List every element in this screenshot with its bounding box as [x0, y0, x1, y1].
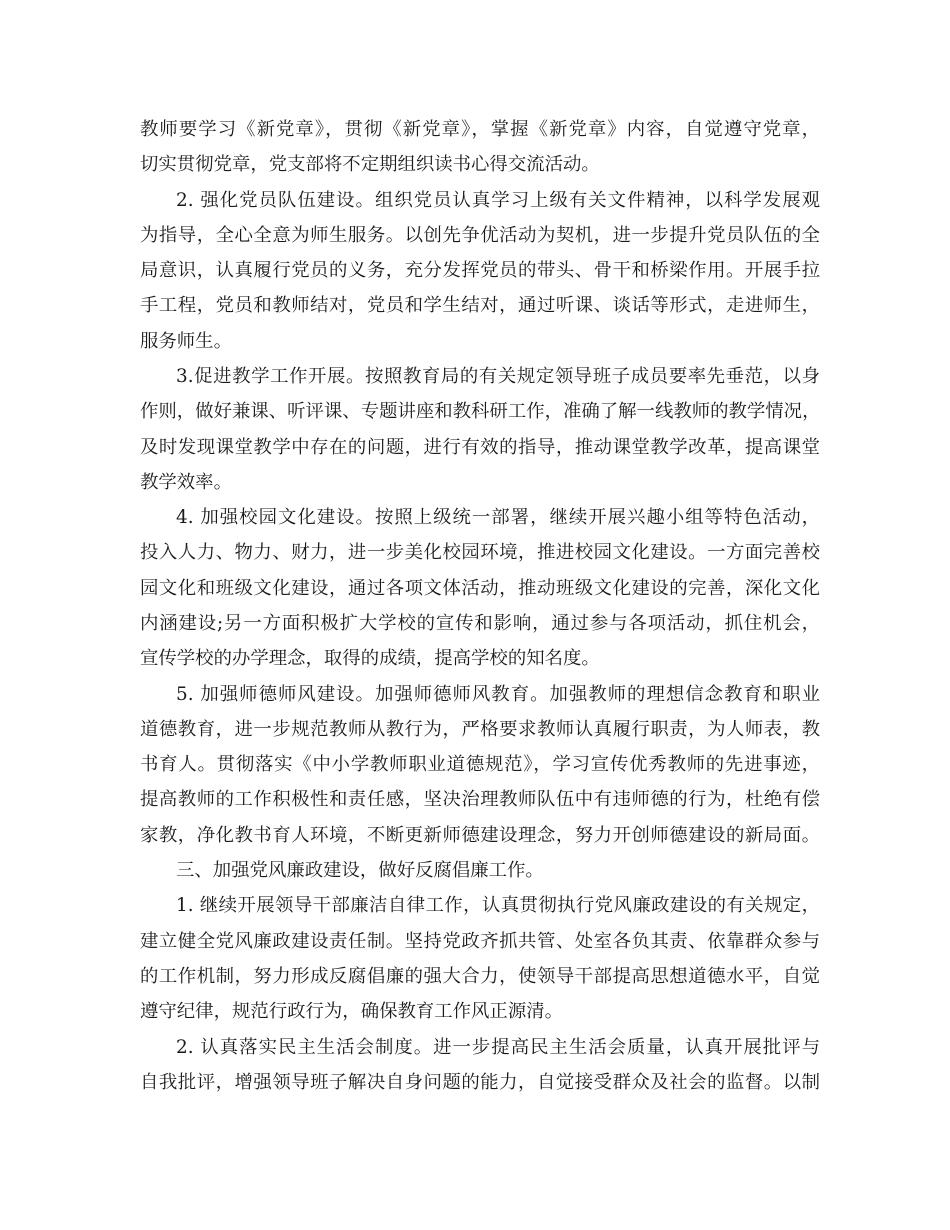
text-line: 2. 强化党员队伍建设。组织党员认真学习上级有关文件精神，以科学发展观	[176, 190, 820, 211]
text-line: 的工作机制，努力形成反腐倡廉的强大合力，使领导干部提高思想道德水平，自觉	[140, 966, 820, 987]
text-line: 作则，做好兼课、听评课、专题讲座和教科研工作，准确了解一线教师的教学情况，	[140, 401, 820, 422]
text-line: 园文化和班级文化建设，通过各项文体活动，推动班级文化建设的完善，深化文化	[140, 578, 820, 599]
text-line: 自我批评，增强领导班子解决自身问题的能力，自觉接受群众及社会的监督。以制	[140, 1072, 820, 1093]
text-line: 建立健全党风廉政建设责任制。坚持党政齐抓共管、处室各负其责、依靠群众参与	[140, 931, 820, 952]
text-line: 局意识，认真履行党员的义务，充分发挥党员的带头、骨干和桥梁作用。开展手拉	[140, 260, 820, 281]
text-line: 投入人力、物力、财力，进一步美化校园环境，推进校园文化建设。一方面完善校	[140, 542, 820, 563]
text-line: 教学效率。	[140, 472, 232, 493]
text-line: 1. 继续开展领导干部廉洁自律工作，认真贯彻执行党风廉政建设的有关规定，	[176, 895, 820, 916]
text-line: 内涵建设;另一方面积极扩大学校的宣传和影响，通过参与各项活动，抓住机会，	[140, 613, 820, 634]
text-line: 服务师生。	[140, 331, 232, 352]
text-line: 及时发现课堂教学中存在的问题，进行有效的指导，推动课堂教学改革，提高课堂	[140, 437, 820, 458]
text-line: 4. 加强校园文化建设。按照上级统一部署，继续开展兴趣小组等特色活动，	[176, 507, 820, 528]
text-line: 教师要学习《新党章》，贯彻《新党章》，掌握《新党章》内容，自觉遵守党章，	[140, 119, 820, 140]
text-line: 家教，净化教书育人环境，不断更新师德建设理念，努力开创师德建设的新局面。	[140, 825, 820, 846]
text-line: 道德教育，进一步规范教师从教行为，严格要求教师认真履行职责，为人师表，教	[140, 719, 820, 740]
text-line: 2. 认真落实民主生活会制度。进一步提高民主生活会质量，认真开展批评与	[176, 1037, 820, 1058]
text-line: 书育人。贯彻落实《中小学教师职业道德规范》，学习宣传优秀教师的先进事迹，	[140, 754, 820, 775]
text-line: 5. 加强师德师风建设。加强师德师风教育。加强教师的理想信念教育和职业	[176, 684, 820, 705]
text-line: 宣传学校的办学理念，取得的成绩，提高学校的知名度。	[140, 648, 600, 669]
section-heading: 三、加强党风廉政建设，做好反腐倡廉工作。	[176, 860, 544, 881]
text-line: 3.促进教学工作开展。按照教育局的有关规定领导班子成员要率先垂范，以身	[176, 366, 820, 387]
text-line: 切实贯彻党章，党支部将不定期组织读书心得交流活动。	[140, 154, 600, 175]
text-line: 提高教师的工作积极性和责任感，坚决治理教师队伍中有违师德的行为，杜绝有偿	[140, 789, 820, 810]
text-line: 遵守纪律，规范行政行为，确保教育工作风正源清。	[140, 1001, 563, 1022]
text-line: 为指导，全心全意为师生服务。以创先争优活动为契机，进一步提升党员队伍的全	[140, 225, 820, 246]
text-line: 手工程，党员和教师结对，党员和学生结对，通过听课、谈话等形式，走进师生，	[140, 295, 820, 316]
